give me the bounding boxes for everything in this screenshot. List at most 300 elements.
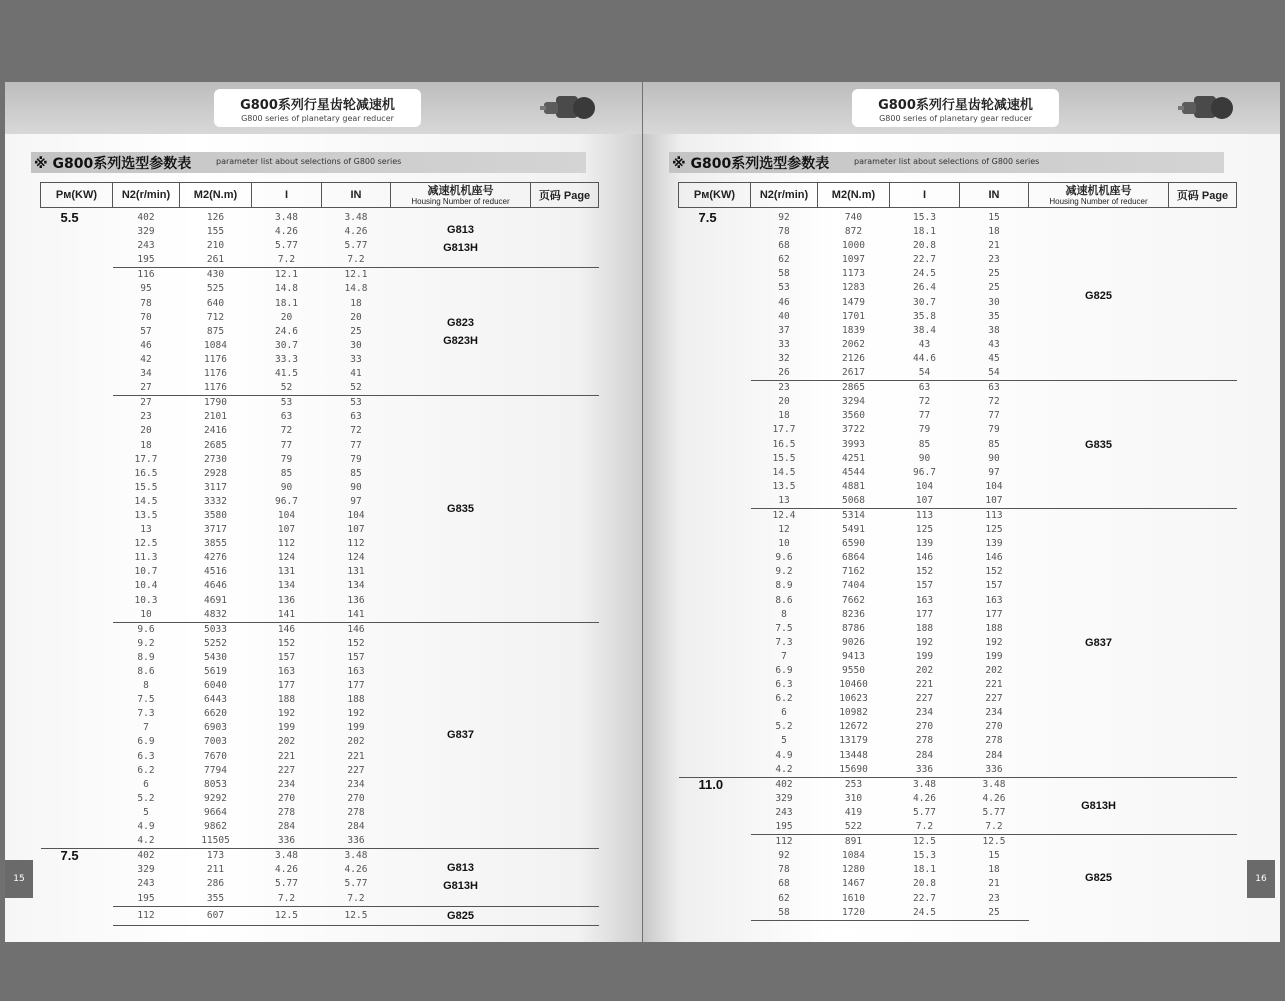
ratio: 52 [280,382,293,394]
output-torque: 419 [844,806,863,818]
output-speed: 4.2 [137,835,155,847]
output-speed: 9.6 [775,552,793,564]
output-torque: 261 [206,254,225,266]
power-value: 7.5 [41,849,113,925]
output-torque: 1283 [842,282,865,294]
output-speed: 6.9 [137,736,155,748]
output-speed: 62 [778,892,790,904]
ratio: 152 [277,637,296,649]
output-torque: 173 [180,849,252,864]
ratio: 131 [277,566,296,578]
output-torque: 5619 [204,666,227,677]
ratio: 188 [277,694,296,706]
nominal-ratio: 221 [347,750,365,762]
ratio: 14.8 [275,283,298,295]
ratio: 85 [918,438,931,450]
ratio: 33.3 [275,353,298,365]
output-torque: 4251 [842,452,865,464]
housing-number [391,396,531,623]
housing-label: G823H [443,334,478,347]
nominal-ratio: 141 [347,608,365,620]
nominal-ratio: 77 [988,410,1000,422]
output-speed: 243 [137,878,155,890]
page-ref [531,906,599,925]
ratio: 4.26 [275,226,298,238]
ratio: 7.2 [277,254,296,266]
table-header-row [679,183,1237,208]
nominal-ratio: 284 [347,821,365,833]
nominal-ratio: 124 [347,552,365,564]
header-power: Pм(KW) [679,183,751,208]
output-speed: 329 [775,792,793,804]
output-torque: 3855 [204,538,227,550]
output-speed: 16.5 [772,438,796,450]
output-speed: 20 [140,425,152,437]
section-heading [31,152,586,173]
housing-number [391,906,531,925]
ratio: 90 [918,452,931,464]
header-ratio: I [890,183,960,208]
output-torque: 7003 [204,736,227,748]
header-nominal-ratio: IN [960,183,1029,208]
ratio: 146 [915,552,934,564]
output-torque: 9026 [842,636,865,648]
output-torque: 1720 [818,906,890,921]
ratio: 96.7 [913,466,936,478]
output-torque: 11505 [201,835,230,847]
output-speed: 10.3 [134,594,158,606]
output-torque: 8786 [842,622,865,634]
output-speed: 78 [140,297,152,309]
output-speed: 12 [778,524,790,536]
ratio: 5.77 [275,878,298,890]
nominal-ratio: 336 [985,763,1003,775]
ratio: 12.5 [252,906,322,925]
housing-label: G825 [1085,871,1112,884]
nominal-ratio: 21 [988,878,1000,890]
output-torque: 607 [180,906,252,925]
ratio: 188 [915,622,934,634]
ratio: 63 [890,381,960,396]
housing-label: G813 [447,224,474,237]
housing-label: G823 [447,316,474,329]
table-row [41,849,599,864]
nominal-ratio: 90 [988,452,1000,464]
housing-label: G813H [1081,799,1116,812]
output-speed: 10 [140,608,152,620]
header-power: Pм(KW) [41,183,113,208]
page-ref [1169,835,1237,921]
nominal-ratio: 234 [985,707,1003,719]
output-torque: 9862 [204,821,227,833]
output-torque: 5252 [204,637,227,649]
output-torque: 211 [206,864,225,876]
ratio: 113 [890,508,960,523]
ratio: 278 [277,806,296,818]
page-ref [1169,777,1237,834]
housing-number [1029,508,1169,777]
output-speed: 7.3 [775,636,793,648]
output-speed: 26 [778,367,790,379]
output-torque: 9413 [842,650,865,662]
ratio: 79 [918,424,931,436]
table-row [41,622,599,637]
ratio: 90 [280,481,293,493]
nominal-ratio: 85 [988,438,1000,450]
output-torque: 12672 [839,721,868,733]
nominal-ratio: 270 [985,721,1003,733]
ratio: 227 [277,764,296,776]
housing-label: G813 [447,862,474,875]
output-torque: 875 [206,325,225,337]
nominal-ratio: 146 [322,622,391,637]
nominal-ratio: 270 [347,792,365,804]
output-torque: 8236 [842,608,865,620]
output-torque: 1173 [842,268,865,280]
output-speed: 68 [778,878,790,890]
nominal-ratio: 146 [985,552,1003,564]
catalog-title [852,89,1059,127]
ratio: 270 [277,792,296,804]
output-speed: 17.7 [772,424,796,436]
nominal-ratio: 12.5 [322,906,391,925]
ratio: 7.2 [915,821,934,833]
table-row [679,508,1237,523]
output-torque: 522 [844,821,863,833]
output-speed: 402 [137,212,155,223]
ratio: 22.7 [913,254,936,266]
ratio: 152 [915,566,934,578]
table-row [679,381,1237,396]
nominal-ratio: 35 [988,310,1000,322]
output-speed: 40 [778,310,790,322]
output-speed: 10.4 [134,580,158,592]
nominal-ratio: 4.26 [344,864,368,876]
output-speed: 9.2 [775,566,793,578]
nominal-ratio: 41 [350,368,362,380]
housing-label: G835 [1085,438,1112,451]
output-speed: 402 [751,777,818,792]
nominal-ratio: 7.2 [347,254,365,266]
header-output-torque: M2(N.m) [180,183,252,208]
ratio: 3.48 [252,849,322,864]
ratio: 24.5 [913,268,936,280]
output-torque: 2416 [204,425,227,437]
output-speed: 4.2 [775,763,793,775]
housing-number [1029,211,1169,381]
ratio: 18.1 [913,226,936,238]
output-torque: 2101 [204,411,227,423]
header-housing-cn: 减速机机座号 [427,184,494,197]
parameter-table [678,182,1237,921]
ratio: 192 [277,708,296,720]
nominal-ratio: 104 [985,480,1003,492]
ratio: 72 [918,396,931,408]
nominal-ratio: 4.26 [344,226,368,238]
section-title-cn: ※ G800系列选型参数表 [672,156,830,172]
output-speed: 11.3 [134,552,158,564]
output-torque: 712 [206,311,225,323]
ratio: 79 [280,453,293,465]
title-cn: G800系列行星齿轮减速机 [878,98,1033,113]
output-torque: 1084 [842,850,865,862]
output-torque: 10982 [839,707,868,719]
output-speed: 243 [137,240,155,252]
header-nominal-ratio: IN [322,183,391,208]
output-speed: 14.5 [772,466,796,478]
output-torque: 1084 [204,339,227,351]
output-speed: 70 [140,311,152,323]
nominal-ratio: 97 [350,495,362,507]
ratio: 43 [918,338,931,350]
nominal-ratio: 54 [988,367,1000,379]
header-output-speed: N2(r/min) [113,183,180,208]
power-value: 7.5 [698,210,717,225]
ratio: 141 [277,608,296,620]
table-row [679,777,1237,792]
output-speed: 10.7 [134,566,158,578]
output-speed: 8 [781,608,787,620]
housing-number [391,622,531,849]
output-torque: 6903 [204,722,227,734]
output-torque: 7162 [842,566,865,578]
ratio: 234 [915,707,934,719]
output-torque: 4881 [842,480,865,492]
section-heading [669,152,1224,173]
output-speed: 329 [137,864,155,876]
ratio: 202 [277,736,296,748]
output-torque: 4516 [204,566,227,578]
nominal-ratio: 18 [988,226,1000,238]
output-torque: 1701 [842,310,865,322]
table-row [41,268,599,283]
output-speed: 7.3 [137,708,155,720]
nominal-ratio: 79 [988,424,1000,436]
output-speed: 8 [143,680,149,692]
output-torque: 4646 [204,580,227,592]
nominal-ratio: 5.77 [982,806,1006,818]
output-speed: 23 [140,411,152,423]
nominal-ratio: 278 [347,806,365,818]
output-torque: 126 [206,212,225,223]
ratio: 199 [915,650,934,662]
ratio: 104 [277,509,296,521]
output-speed: 20 [778,396,790,408]
nominal-ratio: 202 [985,665,1003,676]
ratio: 202 [915,665,934,676]
output-speed: 8.9 [775,580,793,592]
page-ref [531,396,599,623]
nominal-ratio: 112 [347,538,365,550]
ratio: 5.77 [275,240,298,252]
housing-label: G837 [447,729,474,742]
ratio: 3.48 [275,212,298,223]
housing-label: G825 [447,909,474,922]
nominal-ratio: 30 [988,296,1000,308]
output-torque: 310 [844,792,863,804]
nominal-ratio: 336 [347,835,365,847]
ratio: 163 [277,666,296,677]
output-torque: 7662 [842,594,865,606]
output-speed: 78 [778,864,790,876]
output-speed: 402 [113,849,180,864]
output-speed: 6.2 [775,693,793,705]
nominal-ratio: 15 [988,212,1000,223]
nominal-ratio: 79 [350,453,362,465]
nominal-ratio: 234 [347,778,365,790]
nominal-ratio: 163 [985,594,1003,606]
ratio: 221 [915,679,934,691]
output-speed: 34 [140,368,152,380]
section-title-cn: ※ G800系列选型参数表 [34,156,192,172]
nominal-ratio: 134 [347,580,365,592]
header-output-speed: N2(r/min) [751,183,818,208]
housing-number [1029,835,1169,921]
output-torque: 4276 [204,552,227,564]
output-torque: 2617 [842,367,865,379]
output-speed: 4.9 [137,821,155,833]
output-speed: 57 [140,325,152,337]
nominal-ratio: 63 [960,381,1029,396]
output-torque: 6443 [204,694,227,706]
ratio: 3.48 [890,777,960,792]
ratio: 336 [277,835,296,847]
output-speed: 92 [778,850,790,862]
nominal-ratio: 21 [988,240,1000,252]
ratio: 107 [915,494,934,506]
ratio: 24.6 [275,325,298,337]
nominal-ratio: 163 [347,666,365,677]
header-output-torque: M2(N.m) [818,183,890,208]
output-torque: 10460 [839,679,868,691]
output-torque: 1280 [842,864,865,876]
ratio: 96.7 [275,495,298,507]
output-torque: 2062 [842,338,865,350]
output-torque: 5033 [180,622,252,637]
output-speed: 5 [143,806,149,818]
output-speed: 195 [775,821,793,833]
ratio: 72 [280,425,293,437]
nominal-ratio: 152 [347,637,365,649]
output-torque: 7670 [204,750,227,762]
ratio: 177 [277,680,296,692]
nominal-ratio: 14.8 [344,283,368,295]
right-page [643,82,1280,942]
output-torque: 4691 [204,594,227,606]
nominal-ratio: 25 [350,325,362,337]
output-torque: 13448 [839,749,868,761]
output-torque: 8053 [204,778,227,790]
nominal-ratio: 12.5 [960,835,1029,850]
header-housing [391,183,531,208]
nominal-ratio: 177 [985,608,1003,620]
ratio: 134 [277,580,296,592]
output-torque: 872 [844,226,863,238]
output-speed: 9.2 [137,637,155,649]
output-speed: 46 [778,296,790,308]
nominal-ratio: 15 [988,850,1000,862]
ratio: 63 [280,411,293,423]
power-value: 5.5 [60,210,79,225]
output-torque: 2685 [204,439,227,451]
ratio: 15.3 [913,850,936,862]
ratio: 26.4 [913,282,936,294]
housing-number [391,849,531,906]
nominal-ratio: 90 [350,481,362,493]
output-torque: 6620 [204,708,227,720]
header-page: 页码 Page [531,183,599,208]
section-title-en: parameter list about selections of G800 series [216,157,402,166]
table-row [679,211,1237,225]
nominal-ratio: 192 [347,708,365,720]
output-torque: 210 [206,240,225,252]
output-speed: 95 [140,283,152,295]
output-torque: 9292 [204,792,227,804]
housing-number [391,268,531,396]
output-torque: 3993 [842,438,865,450]
output-speed: 78 [778,226,790,238]
output-speed: 17.7 [134,453,158,465]
output-speed: 15.5 [134,481,158,493]
output-torque: 6590 [842,538,865,550]
output-speed: 8.9 [137,651,155,663]
output-speed: 8.6 [137,666,155,677]
ratio: 139 [915,538,934,550]
nominal-ratio: 25 [988,268,1000,280]
nominal-ratio: 192 [985,636,1003,648]
output-speed: 5.2 [775,721,793,733]
output-speed: 12.4 [751,508,818,523]
output-speed: 23 [751,381,818,396]
output-torque: 1839 [842,324,865,336]
output-torque: 4832 [204,608,227,620]
nominal-ratio: 152 [985,566,1003,578]
nominal-ratio: 63 [350,411,362,423]
housing-label: G837 [1085,636,1112,649]
output-speed: 116 [113,268,180,283]
nominal-ratio: 177 [347,680,365,692]
output-torque: 5430 [204,651,227,663]
nominal-ratio: 3.48 [960,777,1029,792]
nominal-ratio: 38 [988,324,1000,336]
output-speed: 92 [778,212,790,223]
output-speed: 8.6 [775,594,793,606]
header-housing-en: Housing Number of reducer [1049,196,1148,206]
output-speed: 58 [751,906,818,921]
nominal-ratio: 72 [988,396,1000,408]
ratio: 227 [915,693,934,705]
output-torque: 253 [818,777,890,792]
nominal-ratio: 139 [985,538,1003,550]
nominal-ratio: 7.2 [347,892,365,904]
nominal-ratio: 278 [985,735,1003,747]
output-torque: 1467 [842,878,865,890]
ratio: 104 [915,480,934,492]
header-housing-cn: 减速机机座号 [1065,184,1132,197]
output-speed: 27 [113,396,180,411]
output-speed: 37 [778,324,790,336]
nominal-ratio: 188 [347,694,365,706]
power-value: 11.0 [679,777,751,920]
nominal-ratio: 97 [988,466,1000,478]
output-torque: 9664 [204,806,227,818]
output-torque: 355 [206,892,225,904]
output-speed: 4.9 [775,749,793,761]
output-speed: 16.5 [134,467,158,479]
ratio: 12.5 [890,835,960,850]
ratio: 20.8 [913,240,936,252]
ratio: 41.5 [275,368,298,380]
